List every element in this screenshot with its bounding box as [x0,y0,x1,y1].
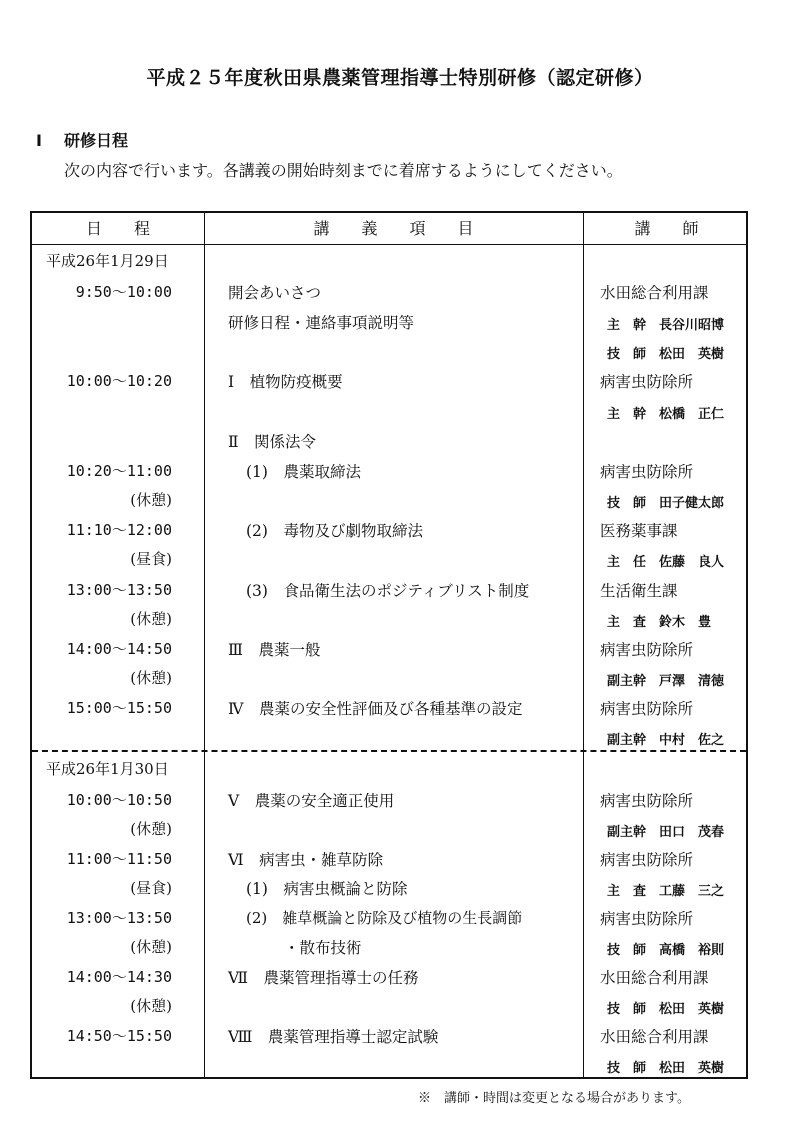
day2-break: (休憩) [130,820,172,838]
day1-lecture: Ⅰ 植物防疫概要 [228,373,343,391]
day2-person: 技 師 松田 英樹 [607,1061,725,1076]
day1-lecture: (1) 農薬取締法 [246,463,361,481]
header-schedule: 日 程 [85,219,150,238]
day1-break: (休憩) [130,669,172,687]
day1-time: 15:00～15:50 [66,699,172,717]
day1-lecture: Ⅳ 農薬の安全性評価及び各種基準の設定 [228,700,523,718]
day2-lecture: Ⅷ 農薬管理指導士認定試験 [228,1028,439,1046]
day2-lecture: Ⅶ 農薬管理指導士の任務 [228,969,419,987]
header-lecture: 講 義 項 目 [313,219,474,238]
day1-person: 技 師 田子健太郎 [607,496,725,511]
day2-lecture: (1) 病害虫概論と防除 [246,880,408,898]
schedule-table [30,211,748,1079]
day1-org: 水田総合利用課 [600,284,709,302]
page-title: 平成２５年度秋田県農薬管理指導士特別研修（認定研修） [146,67,654,89]
day2-org: 病害虫防除所 [600,910,694,928]
day2-time: 13:00～13:50 [66,909,172,927]
day1-person: 副主幹 戸澤 清徳 [607,674,725,689]
day1-org: 病害虫防除所 [600,641,694,659]
day1-lecture: Ⅲ 農薬一般 [228,641,321,659]
day2-break: (昼食) [130,879,172,897]
day1-org: 医務薬事課 [600,522,678,540]
header-rule [32,244,746,245]
day1-break: (昼食) [130,550,172,568]
day1-lecture: 開会あいさつ [228,284,322,302]
day1-lecture: Ⅱ 関係法令 [228,433,317,451]
day2-time: 14:00～14:30 [66,968,172,986]
day2-time: 10:00～10:50 [66,791,172,809]
day2-person: 主 査 工藤 三之 [607,884,725,899]
day1-lecture: (3) 食品衛生法のポジティブリスト制度 [246,582,530,600]
day2-org: 病害虫防除所 [600,792,694,810]
day2-break: (休憩) [130,938,172,956]
day2-time: 11:00～11:50 [66,850,172,868]
day1-time: 9:50～10:00 [75,283,172,301]
day2-date: 平成26年1月30日 [46,760,169,778]
day2-lecture: Ⅴ 農薬の安全適正使用 [228,792,395,810]
day1-person: 技 師 松田 英樹 [607,347,725,362]
column-divider [204,213,205,1077]
day1-time: 10:00～10:20 [66,372,172,390]
day1-org: 病害虫防除所 [600,373,694,391]
day2-person: 技 師 松田 英樹 [607,1002,725,1017]
intro-text: 次の内容で行います。各講義の開始時刻までに着席するようにしてください。 [64,161,623,180]
day2-break: (休憩) [130,997,172,1015]
day2-org: 水田総合利用課 [600,969,709,987]
day1-person: 主 任 佐藤 良人 [607,555,725,570]
day2-org: 病害虫防除所 [600,851,694,869]
day2-lecture: Ⅵ 病害虫・雑草防除 [228,851,384,869]
day1-time: 11:10～12:00 [66,521,172,539]
column-divider [583,213,584,1077]
day1-break: (休憩) [130,610,172,628]
section-title: 研修日程 [64,131,129,150]
day1-person: 主 幹 松橋 正仁 [607,407,725,422]
day1-time: 14:00～14:50 [66,640,172,658]
day1-lecture: (2) 毒物及び劇物取締法 [246,522,423,540]
day1-org: 生活衛生課 [600,582,678,600]
day2-lecture: ・散布技術 [284,939,362,957]
day2-lecture: (2) 雑草概論と防除及び植物の生長調節 [246,909,523,927]
footnote: ※ 講師・時間は変更となる場合があります。 [418,1091,690,1106]
day1-org: 病害虫防除所 [600,463,694,481]
header-lecturer: 講 師 [634,219,699,238]
day1-person: 主 査 鈴木 豊 [607,615,712,630]
day1-person: 主 幹 長谷川昭博 [607,318,725,333]
section-number: Ⅰ [36,131,42,150]
day1-time: 13:00～13:50 [66,581,172,599]
day1-org: 病害虫防除所 [600,700,694,718]
day1-date: 平成26年1月29日 [46,252,169,270]
day1-time: 10:20～11:00 [66,462,172,480]
day2-org: 水田総合利用課 [600,1028,709,1046]
day2-person: 副主幹 田口 茂春 [607,825,725,840]
day2-time: 14:50～15:50 [66,1027,172,1045]
day2-person: 技 師 高橋 裕則 [607,943,725,958]
day-separator [32,750,746,752]
day1-break: (休憩) [130,491,172,509]
day1-person: 副主幹 中村 佐之 [607,733,725,748]
section-heading [36,128,128,151]
day1-lecture: 研修日程・連絡事項説明等 [228,314,415,332]
